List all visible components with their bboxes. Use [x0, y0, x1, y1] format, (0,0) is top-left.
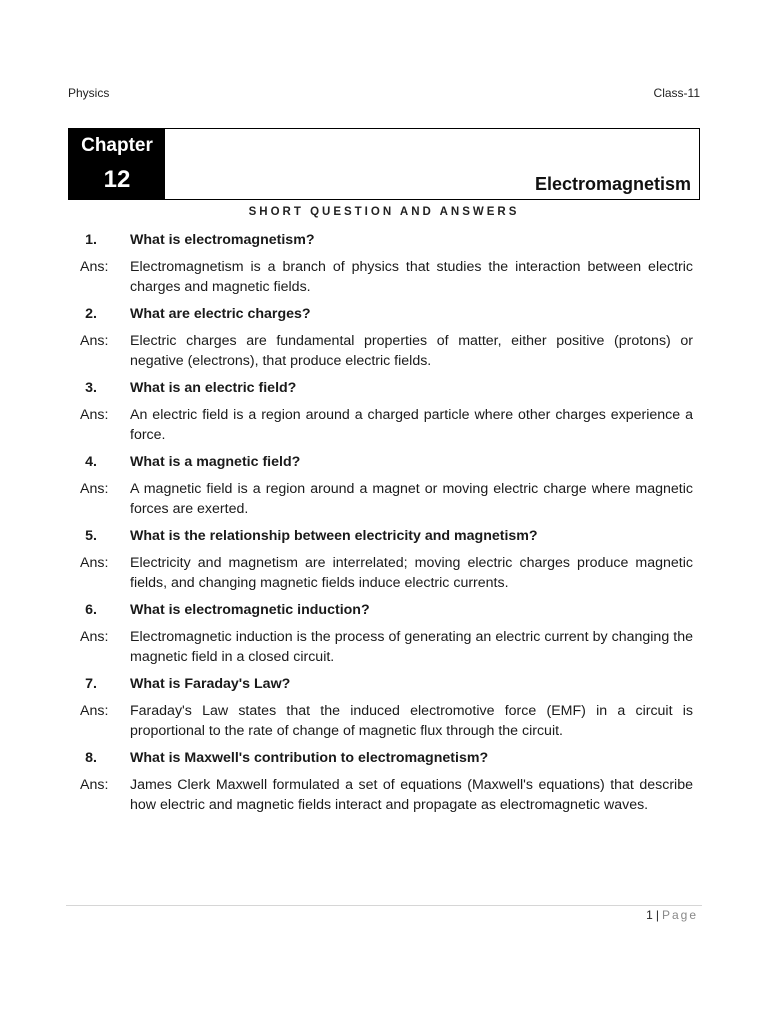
chapter-label: Chapter [81, 135, 153, 156]
question-row [68, 600, 693, 620]
answer-text: An electric field is a region around a charged particle where other charges experience a force. [130, 407, 693, 443]
question-row [68, 378, 693, 398]
chapter-title-area [165, 129, 699, 199]
question-text: What is electromagnetic induction? [130, 602, 370, 618]
question-number: 4. [85, 454, 97, 470]
answer-row [68, 627, 693, 667]
answer-label: Ans: [80, 481, 109, 497]
footer-divider [66, 905, 702, 906]
question-text: What is an electric field? [130, 380, 297, 396]
answer-text: Electric charges are fundamental properties of matter, either positive (protons) or negative (electrons), that produce electric fields. [130, 333, 693, 369]
answer-label: Ans: [80, 407, 109, 423]
page-footer [646, 908, 698, 922]
page-separator: | [655, 908, 659, 922]
answer-label: Ans: [80, 555, 109, 571]
chapter-title: Electromagnetism [534, 174, 691, 194]
answer-label: Ans: [80, 259, 109, 275]
answer-label: Ans: [80, 629, 109, 645]
question-text: What is a magnetic field? [130, 454, 301, 470]
question-number: 3. [85, 380, 97, 396]
page-number: 1 [646, 908, 653, 922]
question-text: What is the relationship between electricity and magnetism? [130, 528, 538, 544]
answer-text: Electromagnetism is a branch of physics that studies the interaction between electric charges and magnetic fields. [130, 259, 693, 295]
question-text: What are electric charges? [130, 306, 311, 322]
question-number: 7. [85, 676, 97, 692]
chapter-label-block [69, 129, 165, 199]
answer-text: Electricity and magnetism are interrelated; moving electric charges produce magnetic fields, and changing magnetic fields induce electric currents. [130, 555, 693, 591]
answer-row [68, 775, 693, 815]
answer-row [68, 701, 693, 741]
question-text: What is Faraday's Law? [130, 676, 291, 692]
answer-text: James Clerk Maxwell formulated a set of equations (Maxwell's equations) that describe how electric and magnetic fields interact and propagate as electromagnetic waves. [130, 777, 693, 813]
question-row [68, 748, 693, 768]
question-number: 2. [85, 306, 97, 322]
question-number: 6. [85, 602, 97, 618]
answer-label: Ans: [80, 703, 109, 719]
question-row [68, 526, 693, 546]
answer-label: Ans: [80, 777, 109, 793]
question-text: What is electromagnetism? [130, 232, 315, 248]
answer-text: Faraday's Law states that the induced electromotive force (EMF) in a circuit is proportional to the rate of change of magnetic flux through the circuit. [130, 703, 693, 739]
question-row [68, 230, 693, 250]
qa-list [68, 230, 693, 815]
page-word: Page [661, 908, 698, 922]
header-subject: Physics [68, 86, 110, 100]
answer-label: Ans: [80, 333, 109, 349]
answer-row [68, 405, 693, 445]
answer-row [68, 331, 693, 371]
question-number: 8. [85, 750, 97, 766]
answer-text: A magnetic field is a region around a magnet or moving electric charge where magnetic forces are exerted. [130, 481, 693, 517]
answer-row [68, 257, 693, 297]
header-class: Class-11 [653, 86, 700, 100]
question-row [68, 452, 693, 472]
chapter-banner [68, 128, 700, 200]
chapter-number: 12 [103, 166, 131, 193]
question-number: 1. [85, 232, 97, 248]
question-row [68, 304, 693, 324]
question-text: What is Maxwell's contribution to electromagnetism? [130, 750, 489, 766]
answer-row [68, 553, 693, 593]
answer-text: Electromagnetic induction is the process of generating an electric current by changing the magnetic field in a closed circuit. [130, 629, 693, 665]
answer-row [68, 479, 693, 519]
question-row [68, 674, 693, 694]
question-number: 5. [85, 528, 97, 544]
section-heading: SHORT QUESTION AND ANSWERS [248, 206, 520, 218]
